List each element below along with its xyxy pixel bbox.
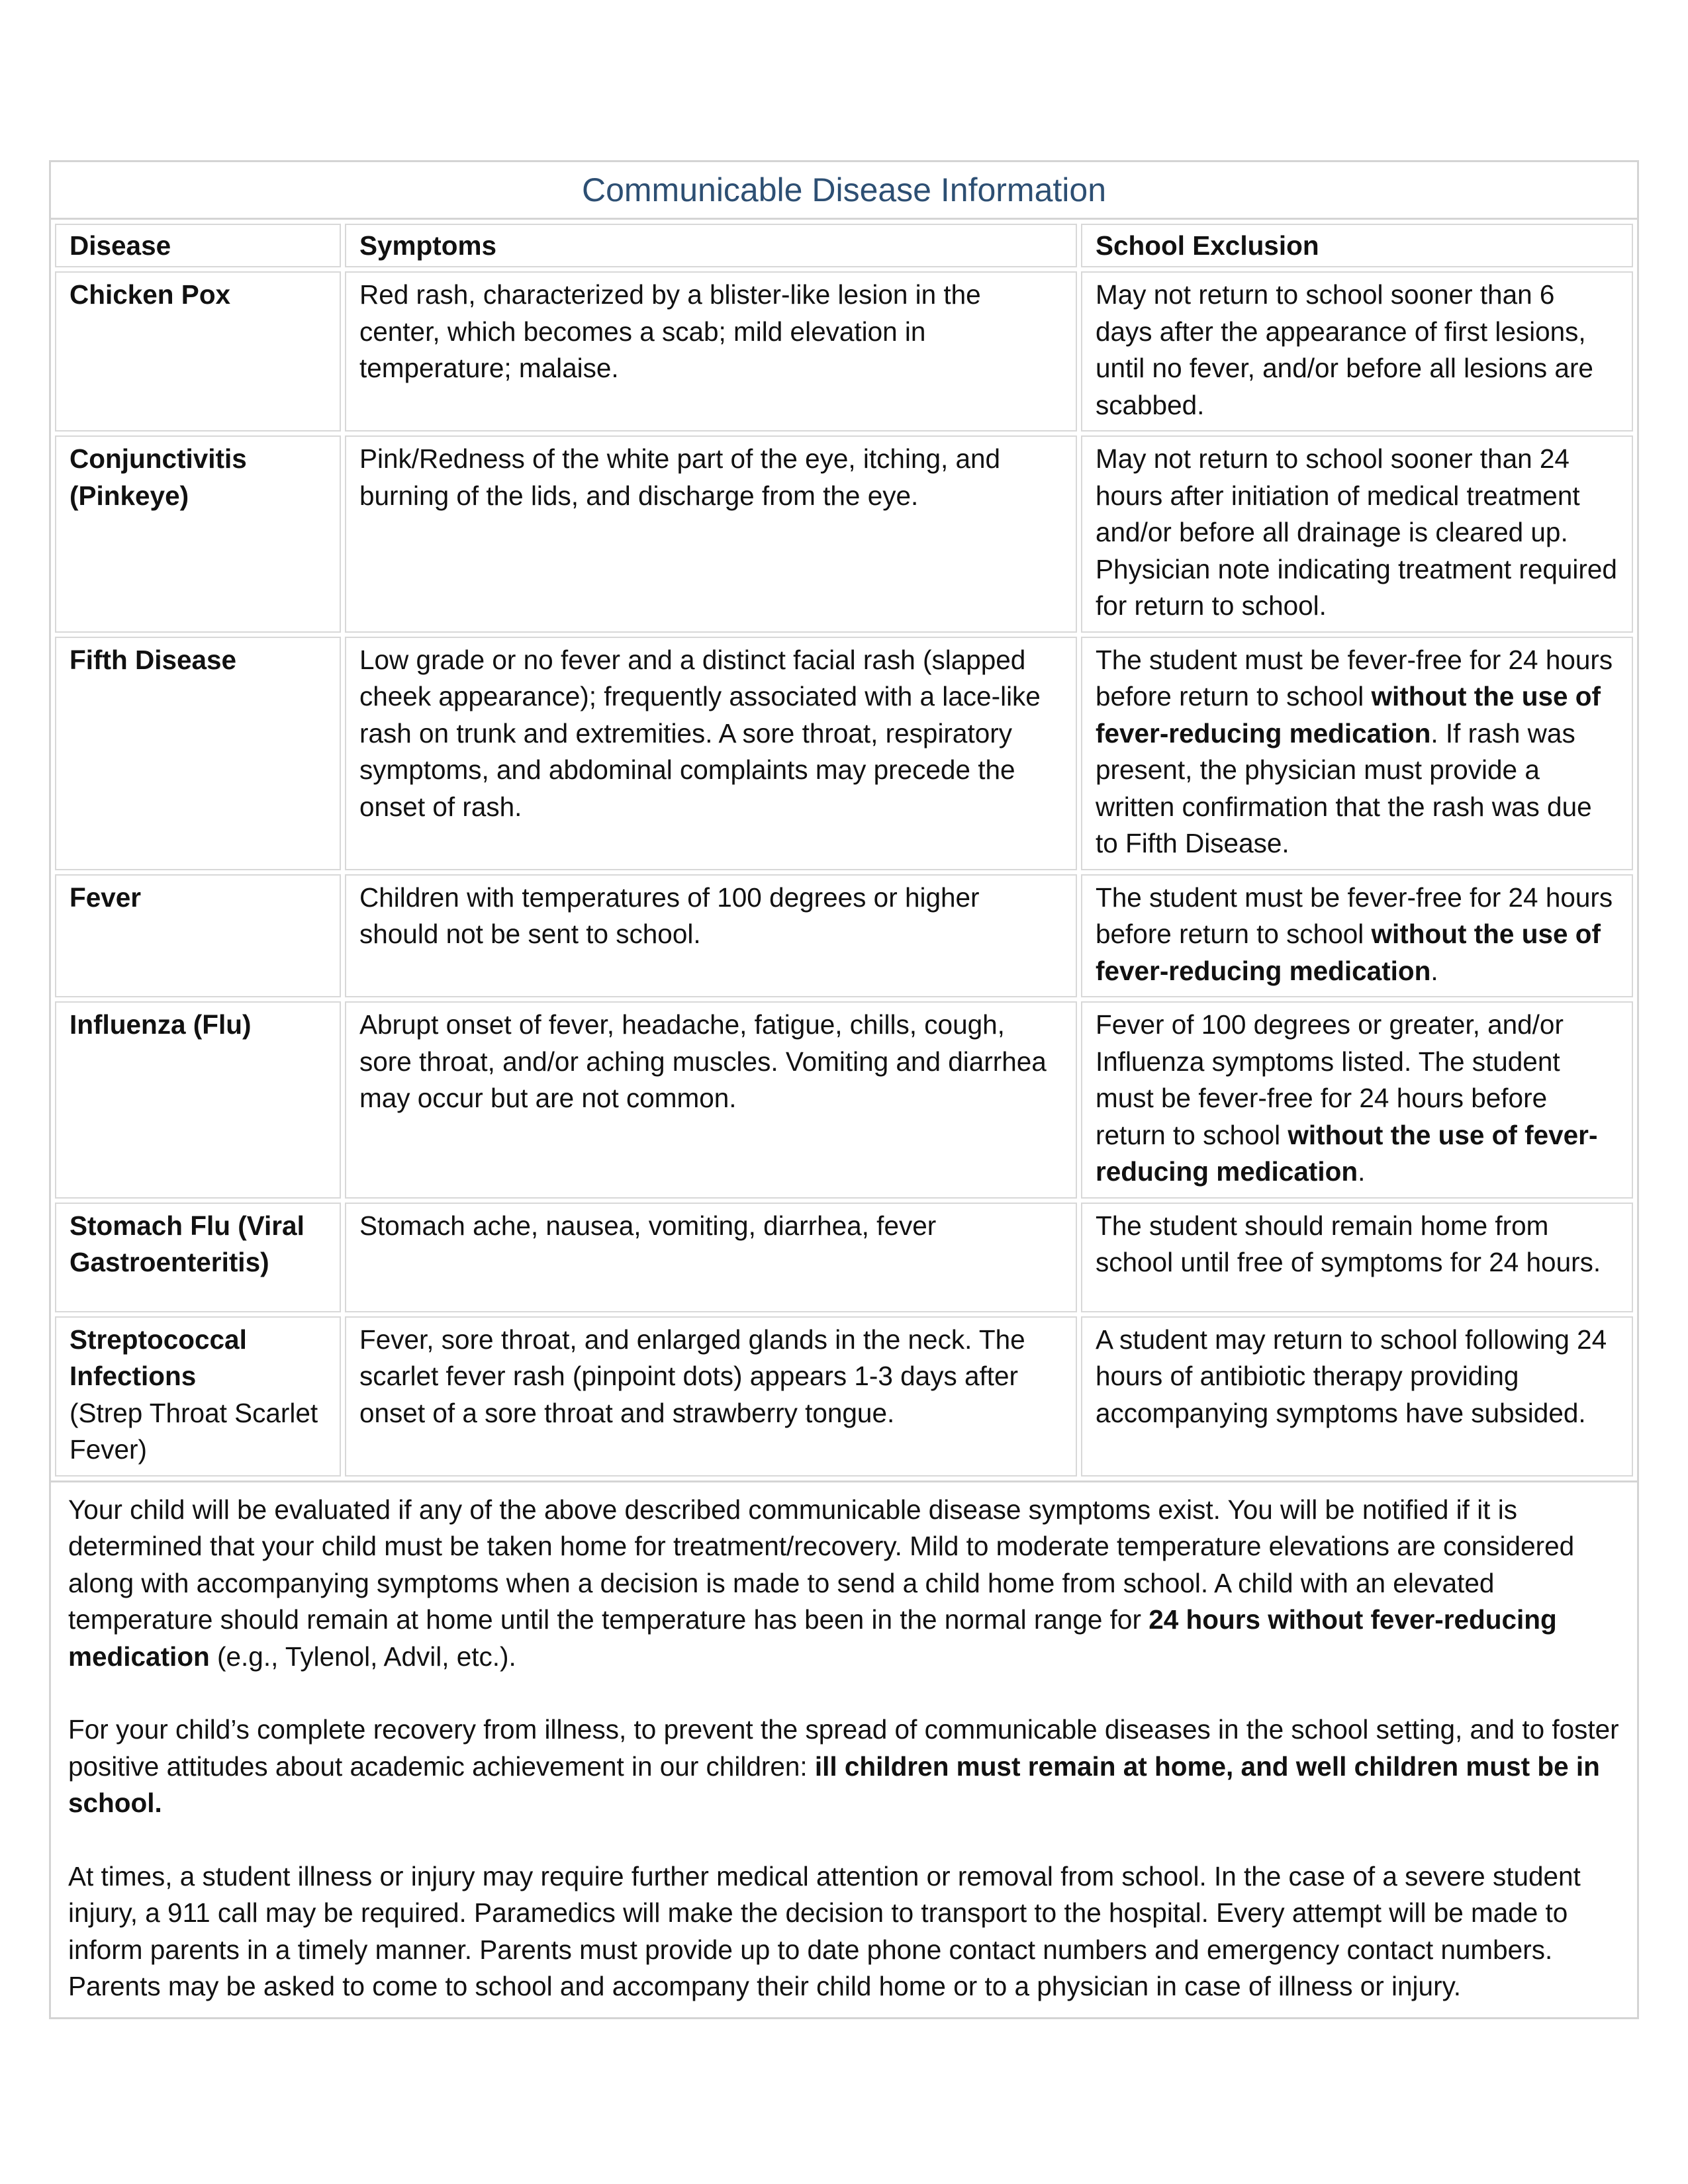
table-row xyxy=(55,1203,1633,1312)
header-symptoms: Symptoms xyxy=(345,224,1077,267)
exclusion-text: . xyxy=(1430,955,1438,986)
disease-cell xyxy=(55,1316,341,1477)
disease-info-document xyxy=(49,160,1639,2019)
exclusion-cell: May not return to school sooner than 24 hours after initiation of medical treatment and/or before all drainage is cleared up. Physician note indicating treatment required for return to school. xyxy=(1081,435,1633,633)
symptoms-cell: Abrupt onset of fever, headache, fatigue, chills, cough, sore throat, and/or aching muscles. Vomiting and diarrhea may occur but are not common. xyxy=(345,1001,1077,1199)
exclusion-text: The student must be fever-free for 24 hours before return to school xyxy=(1096,882,1613,949)
table-row xyxy=(55,435,1633,633)
table-row xyxy=(55,874,1633,998)
exclusion-cell xyxy=(1081,637,1633,870)
header-school-exclusion: School Exclusion xyxy=(1081,224,1633,267)
exclusion-text: The student must be fever-free for 24 hours before return to school xyxy=(1096,644,1613,711)
note-paragraph: At times, a student illness or injury may require further medical attention or removal from school. In the case of a severe student injury, a 911 call may be required. Paramedics will make the decision to transport to the hospital. Every attempt will be made to inform parents in a timely manner. Parents must provide up to date phone contact numbers and emergency contact numbers. Parents may be asked to come to school and accompany their child home or to a physician in case of illness or injury. xyxy=(68,1860,1581,2001)
exclusion-cell: May not return to school sooner than 6 days after the appearance of first lesions, until no fever, and/or before all lesions are scabbed. xyxy=(1081,271,1633,432)
exclusion-emphasis: without the use of fever-reducing medication xyxy=(1096,1119,1598,1187)
notes-section xyxy=(51,1480,1637,2017)
disease-cell: Fifth Disease xyxy=(55,637,341,870)
exclusion-emphasis: without the use of fever-reducing medication xyxy=(1096,681,1601,749)
exclusion-emphasis: without the use of fever-reducing medication xyxy=(1096,919,1601,986)
symptoms-cell: Stomach ache, nausea, vomiting, diarrhea, fever xyxy=(345,1203,1077,1312)
page-title: Communicable Disease Information xyxy=(581,171,1107,208)
disease-name: Streptococcal Infections xyxy=(70,1324,247,1391)
header-disease: Disease xyxy=(55,224,341,267)
symptoms-cell: Red rash, characterized by a blister-like lesion in the center, which becomes a scab; mild elevation in temperature; malaise. xyxy=(345,271,1077,432)
note-text: Your child will be evaluated if any of the above described communicable disease symptoms exist. You will be notified if it is determined that your child must be taken home for treatment/recovery. Mild to moderate temperature elevations are considered along with accompanying symptoms when a decision is made to send a child home from school. A child with an elevated temperature should remain at home until the temperature has been in the normal range for xyxy=(68,1494,1575,1635)
exclusion-cell: The student should remain home from school until free of symptoms for 24 hours. xyxy=(1081,1203,1633,1312)
table-row xyxy=(55,1001,1633,1199)
disease-cell: Stomach Flu (Viral Gastroenteritis) xyxy=(55,1203,341,1312)
title-row xyxy=(51,162,1637,220)
disease-subtitle: (Strep Throat Scarlet Fever) xyxy=(70,1397,318,1465)
note-text: For your child’s complete recovery from illness, to prevent the spread of communicable diseases in the school setting, and to foster positive attitudes about academic achievement in our children: xyxy=(68,1714,1619,1782)
disease-cell: Conjunctivitis (Pinkeye) xyxy=(55,435,341,633)
symptoms-cell: Children with temperatures of 100 degrees or higher should not be sent to school. xyxy=(345,874,1077,998)
exclusion-text: . If rash was present, the physician must provide a written confirmation that the rash was due to Fifth Disease. xyxy=(1096,717,1592,858)
symptoms-cell: Low grade or no fever and a distinct facial rash (slapped cheek appearance); frequently associated with a lace-like rash on trunk and extremities. A sore throat, respiratory symptoms, and abdominal complaints may precede the onset of rash. xyxy=(345,637,1077,870)
disease-table xyxy=(51,220,1637,1480)
exclusion-cell: A student may return to school following 24 hours of antibiotic therapy providing accompanying symptoms have subsided. xyxy=(1081,1316,1633,1477)
exclusion-cell xyxy=(1081,874,1633,998)
symptoms-cell: Pink/Redness of the white part of the eye, itching, and burning of the lids, and discharge from the eye. xyxy=(345,435,1077,633)
disease-cell: Chicken Pox xyxy=(55,271,341,432)
symptoms-cell: Fever, sore throat, and enlarged glands in the neck. The scarlet fever rash (pinpoint dots) appears 1-3 days after onset of a sore throat and strawberry tongue. xyxy=(345,1316,1077,1477)
disease-cell: Influenza (Flu) xyxy=(55,1001,341,1199)
note-text: (e.g., Tylenol, Advil, etc.). xyxy=(209,1641,516,1672)
table-row xyxy=(55,637,1633,870)
note-paragraph xyxy=(68,1711,1620,1822)
exclusion-text: . xyxy=(1358,1156,1366,1187)
exclusion-text: Fever of 100 degrees or greater, and/or Influenza symptoms listed. The student must be fever-free for 24 hours before return to school xyxy=(1096,1009,1564,1150)
exclusion-cell xyxy=(1081,1001,1633,1199)
note-emphasis: 24 hours without fever-reducing medication xyxy=(68,1604,1557,1672)
table-row xyxy=(55,1316,1633,1477)
table-row xyxy=(55,271,1633,432)
disease-cell: Fever xyxy=(55,874,341,998)
table-header-row xyxy=(55,224,1633,267)
note-emphasis: ill children must remain at home, and well children must be in school. xyxy=(68,1751,1600,1818)
note-paragraph xyxy=(68,1492,1620,1676)
